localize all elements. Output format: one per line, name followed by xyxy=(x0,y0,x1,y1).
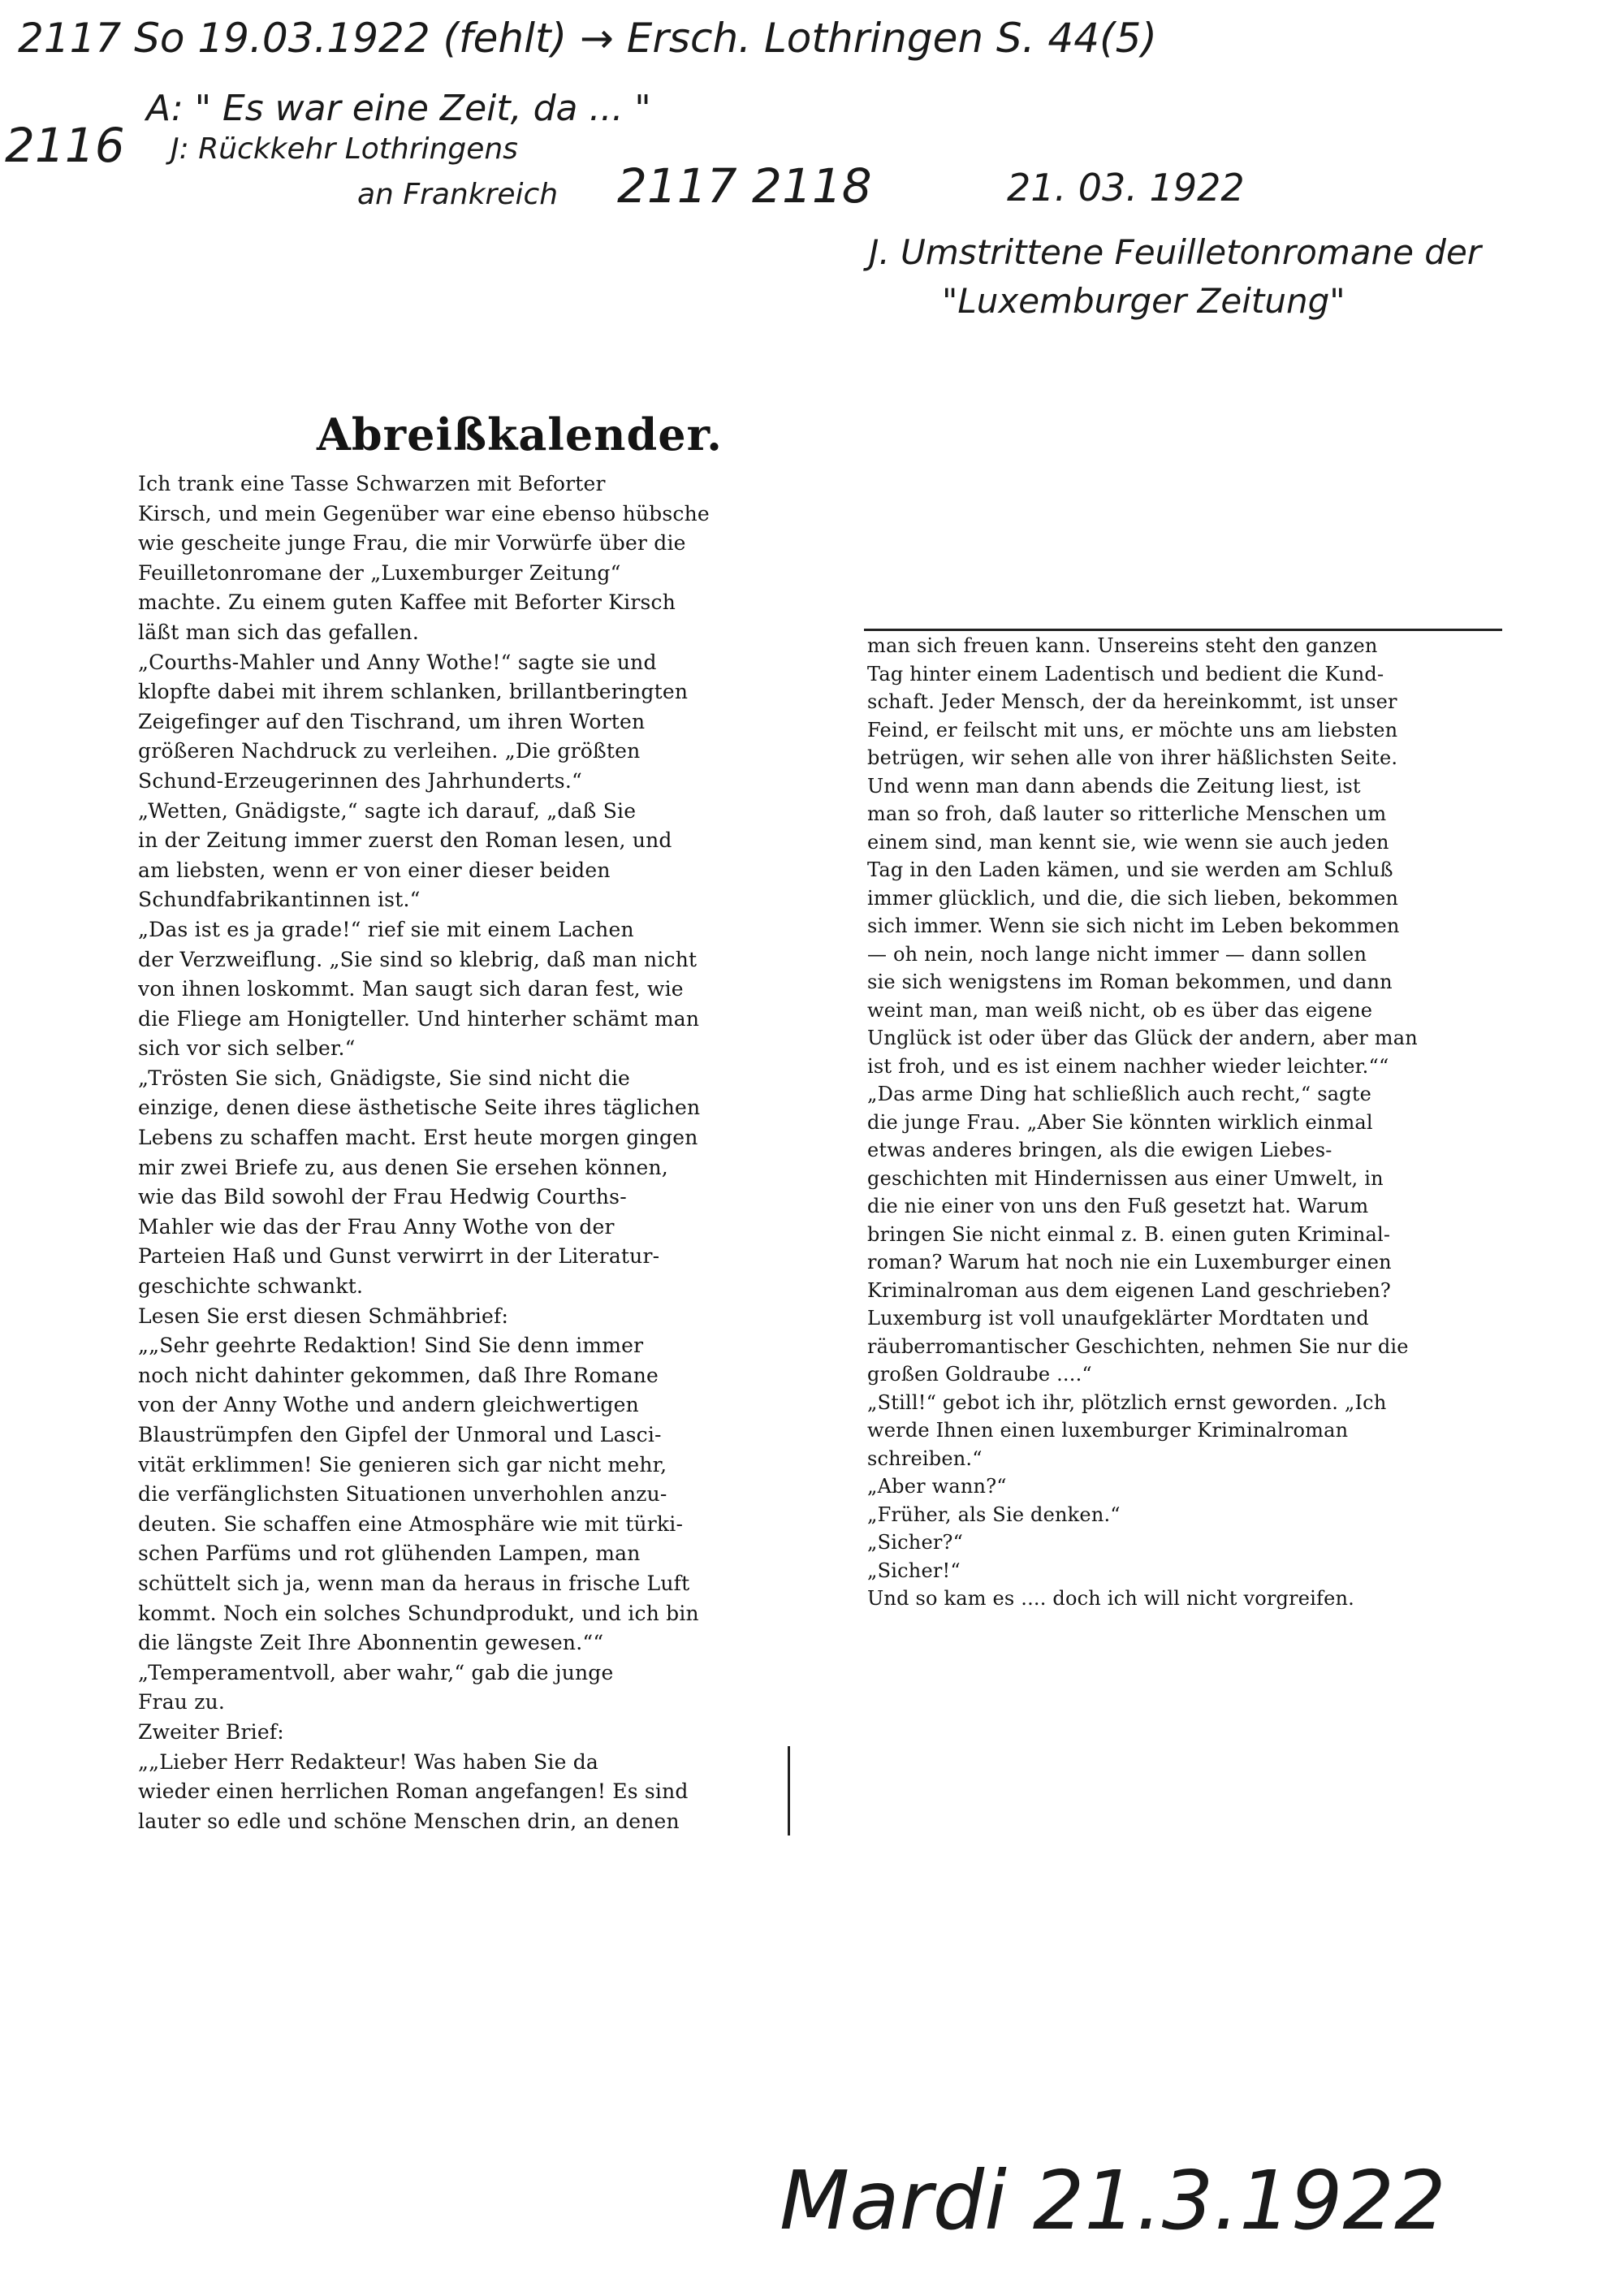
article-line: „Das arme Ding hat schließlich auch recht,“ sagte xyxy=(867,1083,1372,1105)
article-line: schüttelt sich ja, wenn man da heraus in frische Luft xyxy=(138,1571,690,1595)
article-line: bringen Sie nicht einmal z. B. einen guten Kriminal- xyxy=(867,1222,1391,1246)
article-line: machte. Zu einem guten Kaffee mit Beforter Kirsch xyxy=(138,590,676,615)
article-line: die junge Frau. „Aber Sie könnten wirklich einmal xyxy=(867,1110,1373,1134)
article-line: werde Ihnen einen luxemburger Kriminalroman xyxy=(867,1419,1349,1442)
article-line: „„Sehr geehrte Redaktion! Sind Sie denn immer xyxy=(138,1334,644,1358)
article-line: man sich freuen kann. Unsereins steht den ganzen xyxy=(867,634,1378,657)
article-line: die nie einer von uns den Fuß gesetzt hat. Warum xyxy=(867,1195,1369,1217)
article-line: kommt. Noch ein solches Schundprodukt, und ich bin xyxy=(138,1601,699,1625)
article-line: großen Goldraube ....“ xyxy=(867,1363,1092,1386)
article-line: „Früher, als Sie denken.“ xyxy=(867,1503,1121,1526)
article-line: „Sicher!“ xyxy=(867,1559,961,1582)
article-line: Und wenn man dann abends die Zeitung liest, ist xyxy=(867,774,1361,798)
article-line: Schund-Erzeugerinnen des Jahrhunderts.“ xyxy=(138,768,582,793)
article-line: mir zwei Briefe zu, aus denen Sie ersehen können, xyxy=(138,1155,668,1179)
article-line: läßt man sich das gefallen. xyxy=(138,620,420,644)
article-line: von der Anny Wothe und andern gleichwertigen xyxy=(138,1393,639,1417)
article-line: betrügen, wir sehen alle von ihrer häßlichsten Seite. xyxy=(867,746,1398,769)
article-line: immer glücklich, und die, die sich lieben, bekommen xyxy=(867,886,1399,910)
handwritten-top-line: 2117 So 19.03.1922 (fehlt) → Ersch. Lothringen S. 44(5) xyxy=(18,15,1157,62)
handwritten-note-newspaper: "Luxemburger Zeitung" xyxy=(942,281,1345,321)
article-line: deuten. Sie schaffen eine Atmosphäre wie mit türki- xyxy=(138,1511,684,1536)
article-line: Luxemburg ist voll unaufgeklärter Mordtaten und xyxy=(867,1307,1369,1330)
handwritten-note-france: an Frankreich xyxy=(357,178,559,211)
article-line: man so froh, daß lauter so ritterliche Menschen um xyxy=(867,802,1387,825)
article-line: Lesen Sie erst diesen Schmähbrief: xyxy=(138,1304,509,1328)
article-line: sie sich wenigstens im Roman bekommen, und dann xyxy=(867,971,1393,993)
article-left-column xyxy=(138,469,804,1836)
article-line: Schundfabrikantinnen ist.“ xyxy=(138,888,421,912)
article-line: etwas anderes bringen, als die ewigen Liebes- xyxy=(867,1139,1332,1161)
article-line: wieder einen herrlichen Roman angefangen! Es sind xyxy=(138,1779,689,1804)
article-line: Feind, er feilscht mit uns, er möchte uns am liebsten xyxy=(867,718,1398,742)
article-line: „„Lieber Herr Redakteur! Was haben Sie da xyxy=(138,1749,599,1774)
article-line: — oh nein, noch lange nicht immer — dann sollen xyxy=(867,942,1367,966)
article-line: von ihnen loskommt. Man saugt sich daran fest, wie xyxy=(138,977,684,1001)
article-line: wie gescheite junge Frau, die mir Vorwürfe über die xyxy=(138,531,686,556)
article-line: „Sicher?“ xyxy=(867,1531,964,1554)
article-line: Kriminalroman aus dem eigenen Land geschrieben? xyxy=(867,1278,1392,1302)
article-line: die Fliege am Honigteller. Und hinterher schämt man xyxy=(138,1006,700,1031)
left-column-right-edge xyxy=(788,1746,790,1836)
article-line: roman? Warum hat noch nie ein Luxemburger einen xyxy=(867,1251,1392,1273)
article-right-column xyxy=(867,632,1499,1613)
handwritten-note-quote: A: " Es war eine Zeit, da ... " xyxy=(146,88,651,129)
article-line: sich immer. Wenn sie sich nicht im Leben bekommen xyxy=(867,915,1400,937)
article-line: Blaustrümpfen den Gipfel der Unmoral und Lasci- xyxy=(138,1423,662,1446)
article-line: weint man, man weiß nicht, ob es über das eigene xyxy=(867,998,1373,1022)
article-line: Und so kam es .... doch ich will nicht vorgreifen. xyxy=(867,1587,1355,1610)
article-line: „Das ist es ja grade!“ rief sie mit einem Lachen xyxy=(138,917,634,941)
article-line: Feuilletonromane der „Luxemburger Zeitung“ xyxy=(138,560,621,585)
handwritten-note-return: J: Rückkehr Lothringens xyxy=(171,132,518,166)
article-line: am liebsten, wenn er von einer dieser beiden xyxy=(138,858,611,882)
article-line: „Temperamentvoll, aber wahr,“ gab die junge xyxy=(138,1660,614,1684)
article-line: „Wetten, Gnädigste,“ sagte ich darauf, „daß Sie xyxy=(138,798,637,823)
article-line: Zeigefinger auf den Tischrand, um ihren Worten xyxy=(138,709,646,733)
article-line: schaft. Jeder Mensch, der da hereinkommt, ist unser xyxy=(867,690,1397,713)
article-line: die längste Zeit Ihre Abonnentin gewesen.““ xyxy=(138,1631,604,1655)
article-line: einem sind, man kennt sie, wie wenn sie auch jeden xyxy=(867,830,1389,854)
article-headline: Abreißkalender. xyxy=(317,409,723,460)
handwritten-date-note: 21. 03. 1922 xyxy=(1007,166,1245,210)
article-line: räuberromantischer Geschichten, nehmen Sie nur die xyxy=(867,1334,1409,1358)
article-line: Tag hinter einem Ladentisch und bedient die Kund- xyxy=(867,662,1384,685)
article-line: Zweiter Brief: xyxy=(138,1719,284,1744)
article-line: wie das Bild sowohl der Frau Hedwig Courths- xyxy=(138,1185,627,1209)
article-line: schreiben.“ xyxy=(867,1446,983,1470)
article-line: ist froh, und es ist einem nachher wieder leichter.““ xyxy=(867,1054,1389,1078)
handwritten-numbers: 2117 2118 xyxy=(617,158,872,214)
article-line: der Verzweiflung. „Sie sind so klebrig, daß man nicht xyxy=(138,947,698,971)
article-line: Lebens zu schaffen macht. Erst heute morgen gingen xyxy=(138,1126,698,1150)
article-line: die verfänglichsten Situationen unverhohlen anzu- xyxy=(138,1482,667,1507)
handwritten-note-feuilleton: J. Umstrittene Feuilletonromane der xyxy=(869,232,1482,272)
article-line: schen Parfüms und rot glühenden Lampen, man xyxy=(138,1541,641,1566)
article-line: lauter so edle und schöne Menschen drin, an denen xyxy=(138,1809,680,1833)
article-line: Kirsch, und mein Gegenüber war eine ebenso hübsche xyxy=(138,501,710,525)
article-line: noch nicht dahinter gekommen, daß Ihre Romane xyxy=(138,1363,659,1387)
right-column-top-rule xyxy=(864,629,1502,631)
article-line: Ich trank eine Tasse Schwarzen mit Beforter xyxy=(138,472,606,495)
article-line: geschichten mit Hindernissen aus einer Umwelt, in xyxy=(867,1166,1384,1190)
article-line: sich vor sich selber.“ xyxy=(138,1036,356,1061)
article-line: Tag in den Laden kämen, und sie werden am Schluß xyxy=(867,858,1393,881)
article-line: vität erklimmen! Sie genieren sich gar nicht mehr, xyxy=(138,1452,667,1477)
article-line: in der Zeitung immer zuerst den Roman lesen, und xyxy=(138,828,672,853)
article-line: „Trösten Sie sich, Gnädigste, Sie sind nicht die xyxy=(138,1066,631,1090)
article-line: einzige, denen diese ästhetische Seite ihres täglichen xyxy=(138,1096,701,1120)
article-line: größeren Nachdruck zu verleihen. „Die größten xyxy=(138,739,641,763)
article-line: „Aber wann?“ xyxy=(867,1475,1007,1498)
article-line: „Still!“ gebot ich ihr, plötzlich ernst geworden. „Ich xyxy=(867,1390,1387,1414)
article-line: Unglück ist oder über das Glück der andern, aber man xyxy=(867,1027,1418,1049)
article-line: Mahler wie das der Frau Anny Wothe von der xyxy=(138,1214,615,1239)
article-line: klopfte dabei mit ihrem schlanken, brillantberingten xyxy=(138,680,689,704)
article-line: „Courths-Mahler und Anny Wothe!“ sagte sie und xyxy=(138,650,657,674)
handwritten-left-number: 2116 xyxy=(5,118,125,173)
article-line: Parteien Haß und Gunst verwirrt in der Literatur- xyxy=(138,1244,660,1269)
article-line: Frau zu. xyxy=(138,1690,226,1714)
article-line: geschichte schwankt. xyxy=(138,1274,364,1299)
handwritten-bottom-date: Mardi 21.3.1922 xyxy=(780,2153,1446,2248)
